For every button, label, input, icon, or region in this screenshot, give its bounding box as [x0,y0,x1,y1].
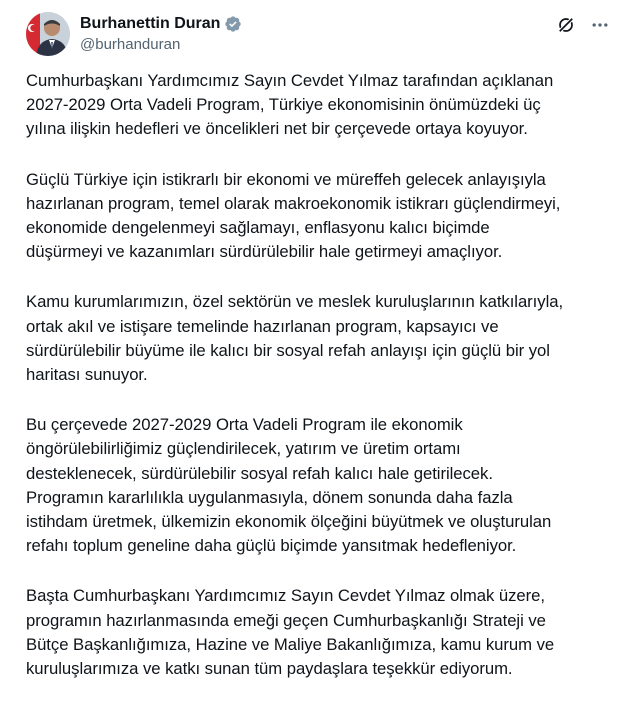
grok-icon[interactable] [555,14,577,36]
author-block [80,13,242,53]
tweet-paragraph: Kamu kurumlarımızın, özel sektörün ve meslek kuruluşlarının katkılarıyla, ortak akıl ve istişare temelinde hazırlanan program, kapsayıcı ve sürdürülebilir büyüme ile kalıcı bir sosyal refah anlayışı için güçlü bir yol haritası sunuyor. [26,292,564,385]
tweet-actions [555,14,611,36]
tweet-text [26,69,616,707]
author-handle[interactable]: @burhanduran [80,36,181,53]
tweet-paragraph: Başta Cumhurbaşkanı Yardımcımız Sayın Cevdet Yılmaz olmak üzere, programın hazırlanmasında emeği geçen Cumhurbaşkanlığı Strateji ve Bütçe Başkanlığımıza, Hazine ve Maliye Bakanlığımıza, kamu kurum ve kuruluşlarımıza ve katkı sunan tüm paydaşlara teşekkür ediyorum. [26,586,555,679]
tweet-paragraph: Güçlü Türkiye için istikrarlı bir ekonomi ve müreffeh gelecek anlayışıyla hazırlanan program, temel olarak makroekonomik istikrarı güçlendirmeyi, ekonomide dengelenmeyi sağlamayı, enflasyonu kalıcı biçimde düşürmeyi ve kazanımları sürdürülebilir hale getirmeyi amaçlıyor. [26,169,561,262]
profile-photo [26,12,70,56]
tweet-paragraph: Bu çerçevede 2027-2029 Orta Vadeli Program ile ekonomik öngörülebilirliğimiz güçlendirilecek, yatırım ve üretim ortamı desteklenecek, sürdürülebilir sosyal refah kalıcı hale getirilecek. Programın kararlılıkla uygulanmasıyla, dönem sonunda daha fazla istihdam üretmek, ülkemizin ekonomik ölçeğini büyütmek ve oluşturulan refahı toplum geneline daha güçlü biçimde yansıtmak hedefleniyor. [26,415,552,556]
tweet-header [26,0,625,70]
tweet-paragraph: Cumhurbaşkanı Yardımcımız Sayın Cevdet Yılmaz tarafından açıklanan 2027-2029 Orta Vadeli Program, Türkiye ekonomisinin önümüzdeki üç yılına ilişkin hedefleri ve öncelikleri net bir çerçevede ortaya koyuyor. [26,71,554,139]
name-row [80,13,242,35]
display-name[interactable]: Burhanettin Duran [80,15,221,32]
verified-badge-icon [224,15,242,33]
avatar[interactable] [26,12,70,56]
more-icon[interactable] [589,14,611,36]
